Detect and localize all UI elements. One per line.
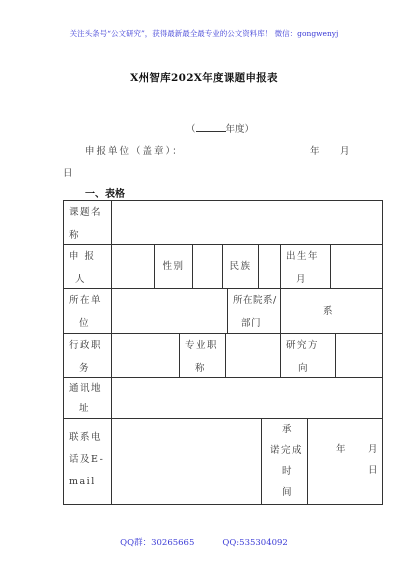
applicant-label-1: 申 报: [69, 251, 96, 262]
dept-label-2: 部门: [241, 318, 262, 329]
promise-label-cell: [262, 419, 308, 504]
birth-label-cell: [281, 245, 331, 289]
unit-label-1: 所在单: [69, 295, 103, 306]
promise-label-2: 诺完成: [270, 445, 304, 456]
topic-name-value-cell[interactable]: [112, 201, 382, 245]
header-promo-note: 关注头条号“公文研究”，获得最新最全最专业的公文资料库！ 微信：gongwenyj: [69, 29, 339, 38]
dept-value-cell[interactable]: [281, 289, 382, 334]
unit-label-2: 位: [79, 318, 91, 329]
admin-position-label-2: 务: [79, 363, 91, 374]
dept-suffix: 系: [322, 306, 334, 317]
gender-label-cell: [155, 245, 193, 289]
unit-label-cell: [64, 289, 112, 334]
applicant-label-cell: [64, 245, 112, 289]
contact-label-3: mail: [69, 476, 96, 487]
applicant-value-cell[interactable]: [112, 245, 155, 289]
promise-label-4: 间: [282, 487, 294, 498]
admin-position-value-cell[interactable]: [112, 334, 180, 378]
topic-name-label-1: 课题名: [69, 207, 103, 218]
document-title: X州智库202X年度课题申报表: [130, 72, 278, 84]
research-direction-value-cell[interactable]: [336, 334, 382, 378]
prof-title-label-1: 专业职: [185, 340, 219, 351]
footer-watermark: [0, 536, 408, 548]
apply-unit-label: 申报单位（盖章）：: [85, 146, 184, 157]
dept-label-cell: [228, 289, 281, 334]
apply-month-label: 月: [340, 146, 350, 157]
prof-title-label-2: 称: [195, 363, 207, 374]
birth-label-1: 出生年: [286, 251, 320, 262]
qq-text: QQ:535304092: [222, 538, 288, 548]
contact-label-1: 联系电: [69, 432, 103, 443]
prof-title-label-cell: [180, 334, 226, 378]
admin-position-label-cell: [64, 334, 112, 378]
contact-label-cell: [64, 419, 112, 504]
research-direction-label-cell: [281, 334, 336, 378]
research-direction-label-2: 向: [298, 363, 310, 374]
promise-year-label: 年: [336, 444, 348, 455]
gender-label: 性别: [162, 261, 185, 272]
application-form-table: [63, 200, 383, 505]
year-line: [186, 121, 254, 135]
admin-position-label-1: 行政职: [69, 340, 103, 351]
year-suffix: 年度）: [225, 124, 255, 135]
applicant-label-2: 人: [75, 274, 87, 285]
address-label-2: 址: [79, 403, 91, 414]
apply-day-label: 日: [63, 168, 73, 179]
promise-label-3: 时: [282, 466, 294, 477]
ethnicity-label-cell: [223, 245, 259, 289]
promise-date-cell[interactable]: [308, 419, 382, 504]
birth-value-cell[interactable]: [331, 245, 382, 289]
address-value-cell[interactable]: [112, 378, 382, 419]
gender-value-cell[interactable]: [193, 245, 223, 289]
contact-label-2: 话及E-: [69, 454, 105, 465]
year-blank: [196, 123, 226, 132]
promise-month-label: 月: [368, 444, 380, 455]
section-heading: 一、表格: [85, 189, 125, 200]
year-open-paren: （: [186, 124, 196, 135]
prof-title-value-cell[interactable]: [226, 334, 281, 378]
dept-label-1: 所在院系/: [233, 295, 277, 306]
promise-day-label: 日: [368, 465, 380, 476]
unit-value-cell[interactable]: [112, 289, 228, 334]
ethnicity-label: 民族: [229, 261, 252, 272]
promise-label-1: 承: [282, 424, 294, 435]
qq-group-text: QQ群：30265665: [120, 538, 195, 548]
topic-name-label-2: 称: [69, 230, 81, 241]
apply-year-label: 年: [310, 146, 320, 157]
address-label-1: 通讯地: [69, 383, 103, 394]
address-label-cell: [64, 378, 112, 419]
ethnicity-value-cell[interactable]: [259, 245, 281, 289]
topic-name-label-cell: [64, 201, 112, 245]
contact-value-cell[interactable]: [112, 419, 262, 504]
research-direction-label-1: 研究方: [286, 340, 320, 351]
birth-label-2: 月: [296, 274, 308, 285]
